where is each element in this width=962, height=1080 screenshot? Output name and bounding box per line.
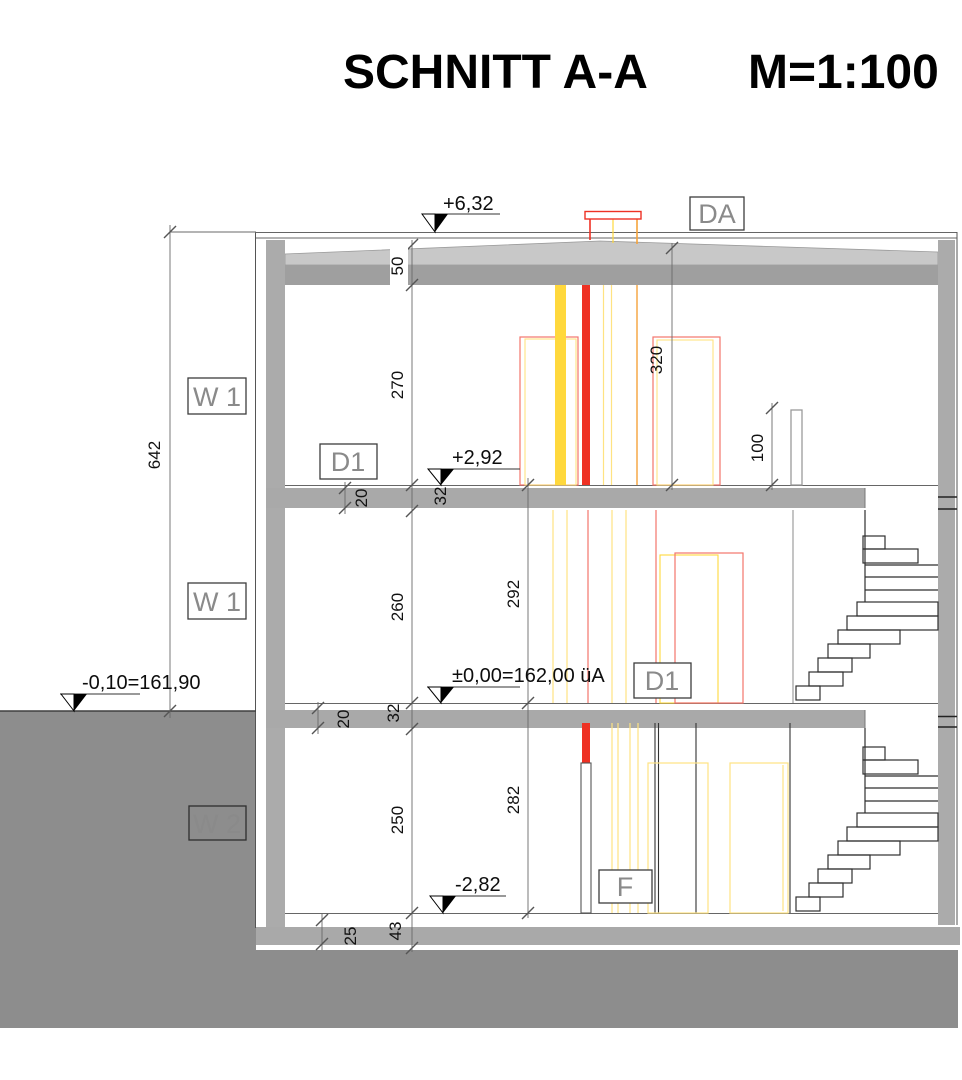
building-interior bbox=[256, 232, 957, 950]
chimney-cap bbox=[585, 212, 641, 220]
label-w2: W 2 bbox=[192, 809, 242, 839]
dim-slab0-32: 32 bbox=[384, 703, 403, 723]
level-text-basement: -2,82 bbox=[455, 874, 501, 896]
dim-base-pkg: 43 bbox=[386, 921, 405, 941]
level-text-terrain: -0,10=161,90 bbox=[82, 672, 201, 694]
label-w1-upper: W 1 bbox=[192, 382, 242, 412]
dim-upper-clear: 270 bbox=[388, 370, 407, 400]
basement-duct bbox=[581, 763, 591, 913]
dim-total-height: 642 bbox=[145, 440, 164, 470]
title-left: SCHNITT A-A bbox=[343, 46, 648, 99]
dim-shaft-base: 282 bbox=[504, 785, 523, 815]
label-f: F bbox=[616, 872, 634, 902]
title-right: M=1:100 bbox=[748, 46, 939, 99]
flue-yellow-band bbox=[555, 285, 566, 485]
label-d1-upper: D1 bbox=[330, 447, 366, 477]
dim-railing: 100 bbox=[748, 433, 767, 463]
ground-floor-slab bbox=[266, 710, 865, 728]
dim-slab0-20: 20 bbox=[334, 709, 353, 729]
right-wall bbox=[938, 240, 955, 925]
label-w1-mid: W 1 bbox=[192, 587, 242, 617]
basement-red-duct-top bbox=[582, 723, 590, 763]
level-text-first-floor: +2,92 bbox=[452, 447, 503, 469]
dim-shaft-upper: 320 bbox=[647, 345, 666, 375]
roof-slab bbox=[285, 265, 938, 285]
dim-mid-clear: 260 bbox=[388, 592, 407, 622]
left-wall bbox=[266, 240, 285, 928]
dim-base-slab: 25 bbox=[341, 926, 360, 946]
label-da: DA bbox=[698, 199, 736, 229]
terrain-bottom-strip bbox=[0, 950, 958, 1028]
drawing-title bbox=[343, 46, 939, 99]
level-text-parapet: +6,32 bbox=[443, 193, 494, 215]
dim-slab1-32: 32 bbox=[431, 486, 450, 506]
dim-roof: 50 bbox=[388, 256, 407, 276]
level-text-ground-floor: ±0,00=162,00 üA bbox=[452, 665, 605, 687]
dim-base-clear: 250 bbox=[388, 805, 407, 835]
dim-slab1-20: 20 bbox=[352, 488, 371, 508]
basement-floor-slab bbox=[256, 927, 960, 945]
railing-post bbox=[791, 410, 802, 485]
dim-shaft-mid: 292 bbox=[504, 579, 523, 609]
label-d1-mid: D1 bbox=[644, 666, 680, 696]
flue-red-band bbox=[582, 285, 590, 485]
